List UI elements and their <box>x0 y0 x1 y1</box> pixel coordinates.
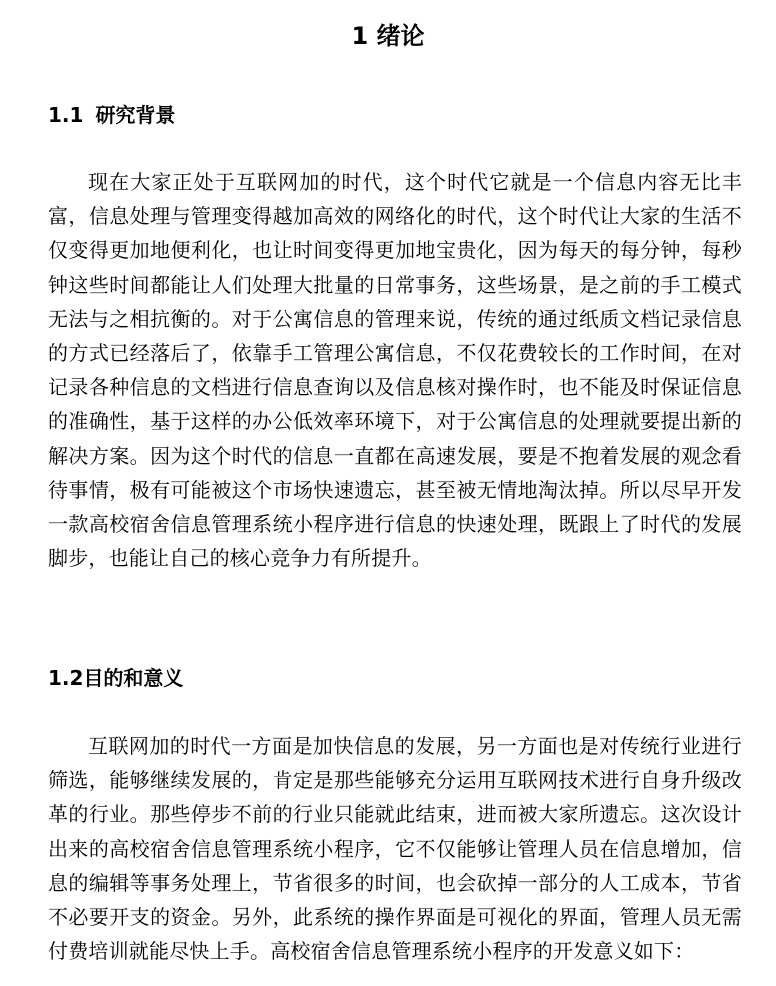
section-title: 目的和意义 <box>83 666 184 690</box>
chapter-heading <box>0 16 776 56</box>
section-heading-purpose <box>48 663 183 693</box>
paragraph-purpose: 互联网加的时代一方面是加快信息的发展，另一方面也是对传统行业进行筛选，能够继续发展的，肯定是那些能够充分运用互联网技术进行自身升级改革的行业。那些停步不前的行业只能就此结束，进而被大家所遗忘。这次设计出来的高校宿舍信息管理系统小程序，它不仅能够让管理人员在信息增加，信息的编辑等事务处理上，节省很多的时间，也会砍掉一部分的人工成本，节省不必要开支的资金。另外，此系统的操作界面是可视化的界面，管理人员无需付费培训就能尽快上手。高校宿舍信息管理系统小程序的开发意义如下： <box>48 734 742 964</box>
chapter-number: 1 <box>351 22 369 50</box>
section-number: 1.2 <box>48 666 84 690</box>
paragraph-background: 现在大家正处于互联网加的时代，这个时代它就是一个信息内容无比丰富，信息处理与管理变得越加高效的网络化的时代，这个时代让大家的生活不仅变得更加地便利化，也让时间变得更加地宝贵化，因为每天的每分钟，每秒钟这些时间都能让人们处理大批量的日常事务，这些场景，是之前的手工模式无法与之相抗衡的。对于公寓信息的管理来说，传统的通过纸质文档记录信息的方式已经落后了，依靠手工管理公寓信息，不仅花费较长的工作时间，在对记录各种信息的文档进行信息查询以及信息核对操作时，也不能及时保证信息的准确性，基于这样的办公低效率环境下，对于公寓信息的处理就要提出新的解决方案。因为这个时代的信息一直都在高速发展，要是不抱着发展的观念看待事情，极有可能被这个市场快速遗忘，甚至被无情地淘汰掉。所以尽早开发一款高校宿舍信息管理系统小程序进行信息的快速处理，既跟上了时代的发展脚步，也能让自己的核心竞争力有所提升。 <box>48 170 742 571</box>
section-heading-background <box>48 100 175 130</box>
section-title: 研究背景 <box>95 103 176 127</box>
chapter-title: 绪论 <box>376 22 425 50</box>
section-number: 1.1 <box>48 103 84 127</box>
